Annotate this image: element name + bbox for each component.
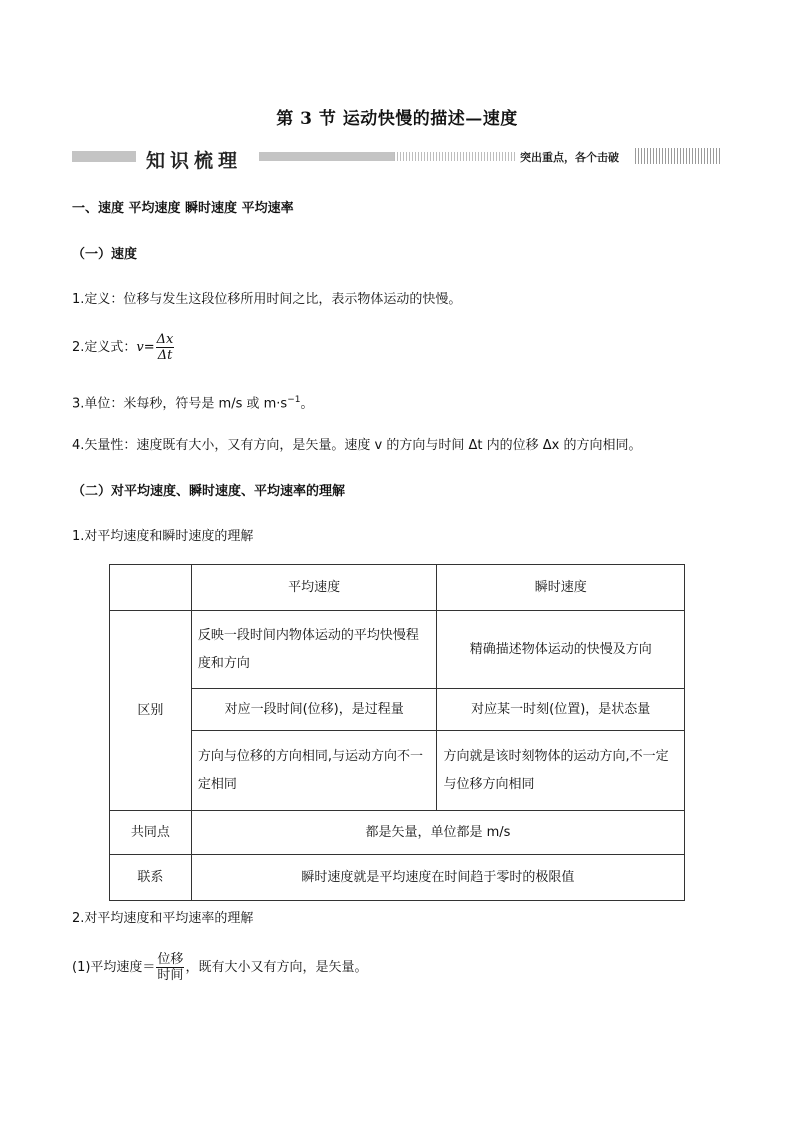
fraction-numerator: Δx bbox=[156, 332, 174, 347]
table-cell: 反映一段时间内物体运动的平均快慢程度和方向 bbox=[191, 611, 437, 689]
fraction-denominator: Δt bbox=[157, 348, 173, 363]
formula2-fraction bbox=[156, 952, 184, 983]
page-title: 第 3 节 运动快慢的描述—速度 bbox=[276, 109, 518, 129]
item-heading-2: 2.对平均速度和平均速率的理解 bbox=[72, 911, 254, 926]
formula-equals: = bbox=[143, 340, 155, 355]
fraction2-numerator: 位移 bbox=[157, 952, 184, 967]
table-cell: 都是矢量，单位都是 m/s bbox=[191, 811, 684, 855]
table-cell: 方向与位移的方向相同,与运动方向不一定相同 bbox=[191, 731, 437, 811]
formula-prefix: 2.定义式： bbox=[72, 340, 137, 355]
table-row bbox=[110, 689, 685, 731]
table-header-instant: 瞬时速度 bbox=[437, 565, 685, 611]
formula-fraction bbox=[156, 332, 175, 363]
formula2-suffix: ，既有大小又有方向，是矢量。 bbox=[185, 960, 368, 975]
table-row bbox=[110, 855, 685, 901]
table-row bbox=[110, 731, 685, 811]
comparison-table bbox=[109, 564, 685, 901]
table-label-relation: 联系 bbox=[110, 855, 192, 901]
table-cell: 对应某一时刻(位置)，是状态量 bbox=[437, 689, 685, 731]
banner-note: 突出重点，各个击破 bbox=[520, 151, 619, 164]
table-label-common: 共同点 bbox=[110, 811, 192, 855]
item-heading: 1.对平均速度和瞬时速度的理解 bbox=[72, 529, 254, 544]
table-label-difference: 区别 bbox=[110, 611, 192, 811]
unit-line bbox=[72, 391, 313, 413]
formula2-prefix: (1)平均速度＝ bbox=[72, 960, 156, 975]
table-cell: 瞬时速度就是平均速度在时间趋于零时的极限值 bbox=[191, 855, 684, 901]
vector-line: 4.矢量性：速度既有大小，又有方向，是矢量。速度 v 的方向与时间 Δt 内的位移 Δx 的方向相同。 bbox=[72, 438, 642, 453]
banner-bar-fade bbox=[394, 152, 516, 161]
unit-end: 。 bbox=[300, 396, 314, 412]
section-heading: 一、速度 平均速度 瞬时速度 平均速率 bbox=[72, 201, 294, 216]
section-banner bbox=[72, 146, 722, 170]
table-cell-empty bbox=[110, 565, 192, 611]
table-cell: 精确描述物体运动的快慢及方向 bbox=[437, 611, 685, 689]
banner-bar-middle bbox=[259, 152, 394, 161]
subsection-heading-2: （二）对平均速度、瞬时速度、平均速率的理解 bbox=[72, 484, 346, 499]
table-row bbox=[110, 565, 685, 611]
subsection-heading: （一）速度 bbox=[72, 247, 138, 262]
banner-label: 知识梳理 bbox=[146, 150, 243, 172]
banner-bar-left bbox=[72, 151, 136, 162]
formula-variable: v bbox=[136, 340, 144, 355]
average-velocity-formula bbox=[72, 952, 367, 983]
table-cell: 方向就是该时刻物体的运动方向,不一定与位移方向相同 bbox=[437, 731, 685, 811]
formula-line bbox=[72, 332, 175, 363]
table-cell: 对应一段时间(位移)，是过程量 bbox=[191, 689, 437, 731]
banner-bar-right bbox=[635, 148, 722, 164]
fraction2-denominator: 时间 bbox=[157, 968, 184, 983]
definition-line: 1.定义：位移与发生这段位移所用时间之比，表示物体运动的快慢。 bbox=[72, 292, 462, 307]
table-row bbox=[110, 811, 685, 855]
unit-text: 3.单位：米每秒，符号是 m/s 或 m·s bbox=[72, 396, 288, 412]
table-header-average: 平均速度 bbox=[191, 565, 437, 611]
unit-exponent: −1 bbox=[287, 395, 301, 405]
table-row bbox=[110, 611, 685, 689]
